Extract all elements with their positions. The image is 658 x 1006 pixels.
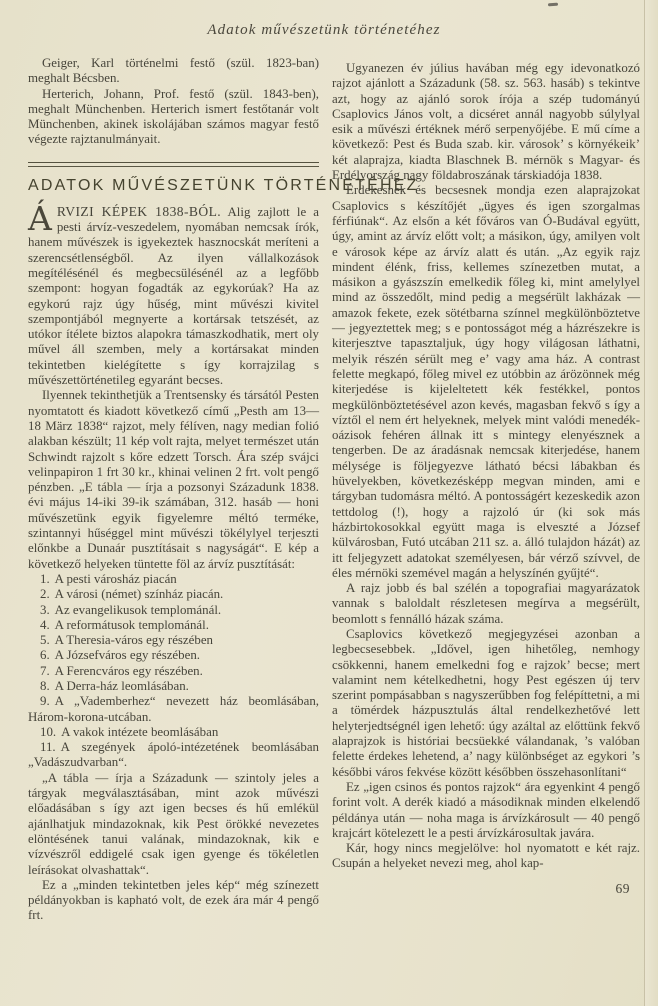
list-item-number: 2. [40,587,50,602]
list-item-text: A Derra-ház leomlásában. [54,678,189,693]
paragraph-ara: Ez „igen csinos és pontos rajzok“ ára egyenkint 4 pengő forint volt. A derék kiadó a másodiknak minden elkelendő példánya után — noha maga is árvízkárosult — 40 pengő krajcárt kötelezett le a pesti árvízkárosultak javára. [332,779,640,840]
flood-list-item [28,603,319,618]
flood-list-item [28,679,319,694]
text-columns [28,56,640,924]
list-item-number: 11. [40,740,56,755]
list-item-number: 4. [40,617,50,632]
list-item-text: A pesti városház piacán [54,571,177,586]
flood-location-list [28,572,319,771]
list-item-number: 5. [40,633,50,648]
list-item-text: A városi (német) színház piacán. [54,587,224,602]
left-column [28,56,419,924]
list-item-number: 10. [40,724,57,739]
page-edge-shadow [644,0,645,1006]
list-item-text: A szegények ápoló-intézetének beomlásában „Vadászudvarban“. [28,740,319,770]
obituary-herterich: Herterich, Johann, Prof. festő (szül. 1843-ben), meghalt Münchenben. Herterich ismert festőtanár volt Münchenben, akinek iskolájában számos magyar festő végezte rajztanulmányait. [28,86,319,147]
paragraph-tabla: Ilyennek tekinthetjük a Trentsensky és társától Pesten nyomtatott és kiadott következő című „Pesth am 13—18 März 1838“ rajzot, mely félíven, nagy median folió alakban készült; 11 kép volt rajta, melyet természet után Schwindt rajzolt s kőre edzett Torsch. Ára szép svájci velinpapiron 1 frt 30 kr., khinai velinen 2 frt. volt pengő pénzben. „E tábla — írja a pozsonyi Századunk 1838. évi május 14-iki 39-ik számában, 312. hasáb — honi művészetünk egyik figyelemre méltó terméke, szintannyi hűséggel mint művészi tökélylyel terjeszti előnkbe a Dunaár pusztításait s nagyságát“. E kép a következő helyeken tüntette föl az árvíz pusztítását: [28,388,319,571]
article-heading: ADATOK MŰVÉSZETÜNK TÖRTÉNETÉHEZ [28,176,419,194]
paragraph-kar: Kár, hogy nincs megjelölve: hol nyomatott e két rajz. Csupán a helyeket nevezi meg, ahol kap- [332,841,640,871]
flood-list-item [28,725,319,740]
lead-text: Alig zajlott le a pesti árvíz-veszedelem, nyomában nemcsak írók, hanem művészek is igyekeztek hasznocskát meríteni a szerencsétlenségből. Az ilyen vállalkozások megítélésénél és megbecsülésénél az a legfőbb szempont: hogyan fogadták az egykorúak? Ha az egykorú rajz úgy hűség, mint művészi kivitel szempontjából megnyerte a kortársak tetszését, az utókor ítélete biztos alapokra támaszkodhatik, mert oly művel áll szemben, mely a kortársakat minden tekintetben kielégítette s így korrajzilag s művészettörténetileg egyaránt becses. [28,204,320,388]
list-item-number: 7. [40,663,50,678]
page-number: 69 [615,880,630,896]
lead-paragraph [28,198,320,389]
right-column [332,56,640,924]
list-item-number: 1. [40,571,50,586]
paragraph-ugyanezen: Ugyanezen év július havában még egy idevonatkozó rajzot ajánlott a Századunk (58. sz. 563. hasáb) s tekintve azt, hogy az ajánló sorok írója a szép tudományú Csaplovics János volt, a dicséret annál nagyobb súlylyal esik a művészi értéknek mérő serpenyőjébe. E mű címe a következő: Pest és Buda szab. kir. városok’ s környékeik’ két alaprajza, kiadta Blaschnek B. mérnök s Magyar- és Erdélyország nagy földabroszának társkiadója 1838. [332,61,640,183]
list-item-number: 9. [40,694,50,709]
flood-list-item [28,648,319,663]
paragraph-price: Ez a „minden tekintetben jeles kép“ még színezett példányokban is kapható volt, de ezek ára már 4 pengő frt. [28,877,319,923]
list-item-number: 6. [40,648,50,663]
flood-list-item [28,618,319,633]
list-item-text: A „Vademberhez“ nevezett ház beomlásában, Három-korona-utcában. [28,694,319,724]
paragraph-szazadunk-quote: „A tábla — írja a Századunk — szintoly jeles a tárgyak megválasztásában, mint azok művészi előadásában s így azt igen becses és hű emlékül ajánlhatjuk mindazoknak, kik Pest örökké nevezetes elöntésének tanui valának, mindazoknak, kik e vízvészről eddigelé csak igen gyenge és tökéletlen leírásokat olvashattak“. [28,770,319,877]
list-item-text: A vakok intézete beomlásában [61,724,219,739]
running-head: Adatok művészetünk történetéhez [207,22,441,38]
lead-title-caps: RVIZI KÉPEK 1838-BÓL. [56,203,222,219]
flood-list-item [28,694,319,725]
list-item-number: 8. [40,678,50,693]
paragraph-csaplovics-megjegyzesek: Csaplovics következő megjegyzései azonban a legbecsesebbek. „Idővel, igen hihetőleg, nemhogy csökkenni, hanem emelkedni fog e rajzok’ becse; mert valamint nem kételkedhetni, hogy Pest egészen új terv szerint pompásabban s nagyszerűbben fog felépíttetni, a mi a tömérdek házpusztulás által rendelkezhetővé lett helyterjedtségnél igen lehető: úgy azáltal az előttünk fekvő alaprajzok is históriai becsüekké válandanak, ’s valóban felette érdekes lehetend, a’ nagy különbséget az egykori ’s későbbi város fekvése között későbben összehasonlítani“ [332,626,640,779]
obituary-geiger: Geiger, Karl történelmi festő (szül. 1823-ban) meghalt Bécsben. [28,56,319,86]
list-item-number: 3. [40,602,50,617]
flood-list-item [28,633,319,648]
paragraph-rajz-szelen: A rajz jobb és bal szélén a topografiai magyarázatok vannak s baloldalt részletesen megírva a megsérült, beomlott s fennálló házak száma. [332,581,640,626]
section-divider-rule [28,162,319,167]
list-item-text: A Józsefváros egy részében. [54,648,200,663]
page-edge-paper [645,0,658,1006]
list-item-text: A reformátusok templománál. [54,617,209,632]
drop-cap-initial: Á [28,198,52,238]
scan-artifact [548,3,558,7]
flood-list-item [28,664,319,679]
list-item-text: Az evangelikusok templománál. [54,602,222,617]
list-item-text: A Theresia-város egy részében [54,633,213,648]
paragraph-erdekesnek: Érdekesnek és becsesnek mondja ezen alaprajzokat Csaplovics s készítőjét „ügyes és igen szorgalmas férfiúnak“. Az elsőn a két főváros van Ó-Budával együtt, úgy, amint az árvíz előtt volt; a másikon, úgy, amilyen volt e városok képe az árvíz alatt és után. „Az egyik rajz mindent élénk, friss, kellemes színezetben mutat, a másikon a gyászszín emelkedik főleg ki, mint amelylyel mind az összedőlt, mind pedig a megsérült lakházak — amazok fekete, ezek sötétbarna színnel megkülönböztetve — jegyeztettek meg; s e pontosságot még a házrészekre is kiterjesztve tapasztaljuk, úgy hogy világosan láthatni, melyik részén sérült meg e’ vagy ama ház. A contrast felette megkapó, főleg mivel ez utóbbin az árözönnek még kiterjedése is kijeleltetett kék festékkel, pontos megkülönböztetésével azon kevés, magasban fekvő s így a víztől el nem ért helyeknek, melyek mint valódi menedék-oázisok fehéren állnak itt s mintegy elenyésznek a tengerben. De az áradásnak nemcsak kiterjedése, hanem mélysége is följegyezve látható bécsi lábakban és hüvelyekben, következésképp megvan minden, ami e tárgyban tudomásra méltó. A pontosságért kezeskedik azon tettdolog (!), hogy a rajzoló úr (ki sok más házbirtokosokkal együtt maga is elveszté a József külvárosban, Futó utcában 211 sz. a. álló tulajdon házát) az itt feljegyzett adatokat személyesen, bár vérző szívvel, de éles mérnöki szemével magán a helyszínén gyűjté“. [332,183,640,580]
flood-list-item [28,572,319,587]
flood-list-item [28,587,319,602]
flood-list-item [28,740,319,771]
list-item-text: A Ferencváros egy részében. [54,663,203,678]
